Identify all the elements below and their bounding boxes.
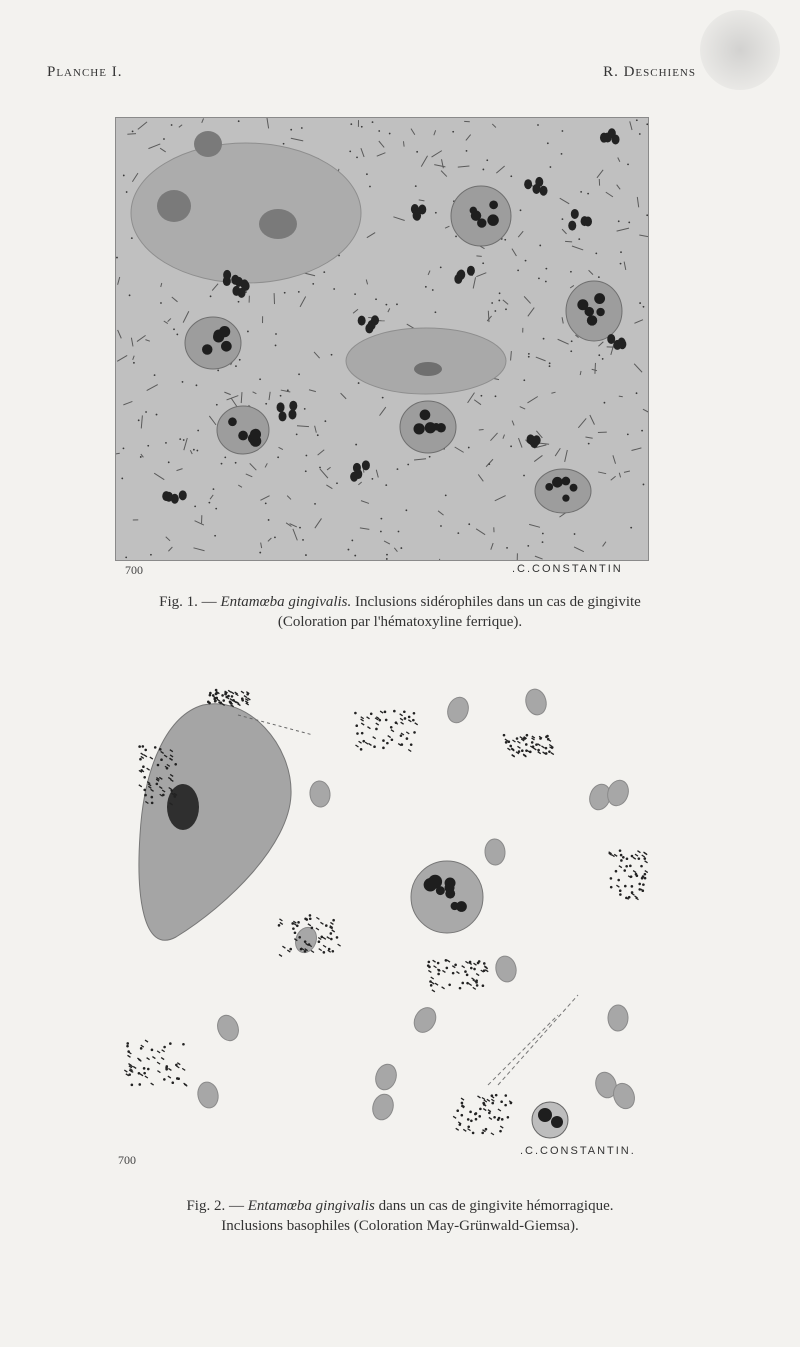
figure-1-drawing xyxy=(116,118,648,560)
figure-2-drawing xyxy=(108,675,668,1150)
paper-smudge xyxy=(700,10,780,90)
figure-2-signature: .C.CONSTANTIN. xyxy=(520,1145,636,1157)
author-name: R. Deschiens xyxy=(603,64,696,80)
figure-1-caption-line-2: (Coloration par l'hématoxyline ferrique). xyxy=(277,614,523,630)
figure-1-caption xyxy=(40,592,760,632)
epithelial-cell xyxy=(139,704,291,941)
figure-1-micrograph xyxy=(115,117,649,561)
plate-number: Planche I. xyxy=(47,64,123,80)
figure-2-caption xyxy=(40,1196,760,1236)
figure-1-caption-line-1: Fig. 1. — Entamœba gingivalis. Inclusions sidérophiles dans un cas de gingivite xyxy=(159,594,641,610)
epithelial-cell xyxy=(346,328,506,394)
figure-2-magnification: 700 xyxy=(118,1153,136,1167)
figure-2-svg xyxy=(108,675,668,1150)
figure-1-magnification: 700 xyxy=(125,563,143,577)
figure-2-caption-line-1: Fig. 2. — Entamœba gingivalis dans un cas de gingivite hémorragique. xyxy=(186,1198,614,1214)
figure-2-caption-line-2: Inclusions basophiles (Coloration May-Grünwald-Giemsa). xyxy=(221,1218,579,1234)
figure-1-signature: .C.CONSTANTIN xyxy=(512,563,623,575)
